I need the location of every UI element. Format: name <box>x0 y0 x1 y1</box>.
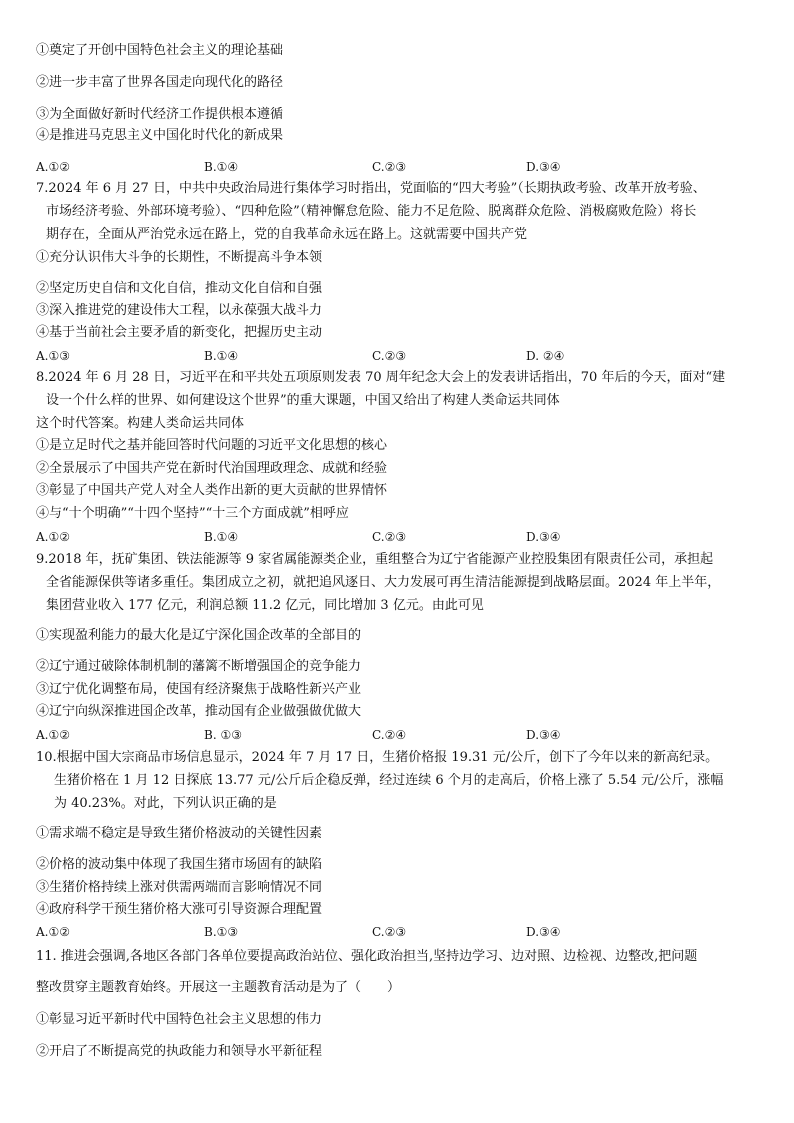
statement-1: ①充分认识伟大斗争的长期性，不断提高斗争本领 <box>36 250 323 265</box>
statement-1: ①需求端不稳定是导致生猪价格波动的关键性因素 <box>36 826 323 841</box>
statement-3: ③生猪价格持续上涨对供需两端而言影响情况不同 <box>36 880 323 895</box>
question-7-stem-3: 期存在，全面从严治党永远在路上，党的自我革命永远在路上。这就需要中国共产党 <box>46 227 528 242</box>
answer-options <box>36 158 758 176</box>
question-9-stem-1: 9.2018 年，抚矿集团、铁法能源等 9 家省属能源类企业，重组整合为辽宁省能源产业控股集团有限责任公司，承担起 <box>36 552 714 567</box>
question-10-stem-1: 10.根据中国大宗商品市场信息显示，2024 年 7 月 17 日，生猪价格报 19.31 元/公斤，创下了今年以来的新高纪录。 <box>36 750 719 765</box>
option-b: B.①④ <box>204 349 239 363</box>
answer-options <box>36 726 758 744</box>
question-8-stem-1: 8.2024 年 6 月 28 日，习近平在和平共处五项原则发表 70 周年纪念大会上的发表讲话指出，70 年后的今天，面对“建 <box>36 370 726 385</box>
question-8-stem-3: 这个时代答案。构建人类命运共同体 <box>36 416 245 431</box>
option-c: C.②③ <box>372 160 407 174</box>
option-c: C.②④ <box>372 728 407 742</box>
question-10-stem-2: 生猪价格在 1 月 12 日探底 13.77 元/公斤后企稳反弹，经过连续 6 个月的走高后，价格上涨了 5.54 元/公斤，涨幅 <box>54 773 724 788</box>
statement-3: ③辽宁优化调整布局，使国有经济聚焦于战略性新兴产业 <box>36 682 362 697</box>
question-7-stem-2: 市场经济考验、外部环境考验）、“四种危险”（精神懈怠危险、能力不足危险、脱离群众危险、消极腐败危险）将长 <box>46 204 697 219</box>
answer-options <box>36 528 758 546</box>
statement-4: ④辽宁向纵深推进国企改革，推动国有企业做强做优做大 <box>36 704 362 719</box>
statement-2: ②坚定历史自信和文化自信，推动文化自信和自强 <box>36 281 323 296</box>
question-8-stem-2: 设一个什么样的世界、如何建设这个世界”的重大课题，中国又给出了构建人类命运共同体 <box>46 393 560 408</box>
option-b: B.①④ <box>204 160 239 174</box>
statement-4: ④政府科学干预生猪价格大涨可引导资源合理配置 <box>36 902 323 917</box>
option-c: C.②③ <box>372 530 407 544</box>
statement-1: ①彰显习近平新时代中国特色社会主义思想的伟力 <box>36 1012 323 1027</box>
option-d: D.③④ <box>526 160 561 174</box>
option-b: B. ①③ <box>204 728 242 742</box>
statement-3: ③深入推进党的建设伟大工程，以永葆强大战斗力 <box>36 303 323 318</box>
option-a: A.①② <box>36 530 70 544</box>
statement-1: ①实现盈利能力的最大化是辽宁深化国企改革的全部目的 <box>36 628 362 643</box>
question-10-stem-3: 为 40.23%。对此，下列认识正确的是 <box>54 796 277 811</box>
option-c: C.②③ <box>372 925 407 939</box>
answer-options <box>36 347 758 365</box>
statement-3: ③彰显了中国共产党人对全人类作出新的更大贡献的世界情怀 <box>36 483 388 498</box>
option-d: D.③④ <box>526 925 561 939</box>
statement-2: ②价格的波动集中体现了我国生猪市场固有的缺陷 <box>36 857 323 872</box>
question-9-stem-3: 集团营业收入 177 亿元，利润总额 11.2 亿元，同比增加 3 亿元。由此可见 <box>46 598 484 613</box>
option-a: A.①③ <box>36 349 70 363</box>
question-11-stem-2: 整改贯穿主题教育始终。开展这一主题教育活动是为了（ ） <box>36 980 401 995</box>
option-a: A.①② <box>36 925 70 939</box>
statement-2: ②开启了不断提高党的执政能力和领导水平新征程 <box>36 1044 323 1059</box>
option-c: C.②③ <box>372 349 407 363</box>
option-d: D. ②④ <box>526 349 565 363</box>
answer-options <box>36 923 758 941</box>
option-a: A.①② <box>36 728 70 742</box>
question-7-stem-1: 7.2024 年 6 月 27 日，中共中央政治局进行集体学习时指出，党面临的“四大考验”（长期执政考验、改革开放考验、 <box>36 181 706 196</box>
question-9-stem-2: 全省能源保供等诸多重任。集团成立之初，就把追风逐日、大力发展可再生清洁能源提到战略层面。2024 年上半年， <box>46 575 721 590</box>
statement-2: ②进一步丰富了世界各国走向现代化的路径 <box>36 75 284 90</box>
statement-2: ②辽宁通过破除体制机制的藩篱不断增强国企的竞争能力 <box>36 659 362 674</box>
question-11-stem-1: 11. 推进会强调,各地区各部门各单位要提高政治站位、强化政治担当,坚持边学习、边对照、边检视、边整改,把问题 <box>36 949 698 964</box>
statement-2: ②全景展示了中国共产党在新时代治国理政理念、成就和经验 <box>36 461 388 476</box>
statement-3: ③为全面做好新时代经济工作提供根本遵循 <box>36 107 284 122</box>
option-d: D.③④ <box>526 530 561 544</box>
statement-4: ④基于当前社会主要矛盾的新变化，把握历史主动 <box>36 325 323 340</box>
statement-4: ④是推进马克思主义中国化时代化的新成果 <box>36 128 284 143</box>
statement-1: ①奠定了开创中国特色社会主义的理论基础 <box>36 43 284 58</box>
option-d: D.③④ <box>526 728 561 742</box>
statement-4: ④与“十个明确”“十四个坚持”“十三个方面成就”相呼应 <box>36 506 349 521</box>
option-b: B.①④ <box>204 530 239 544</box>
option-a: A.①② <box>36 160 70 174</box>
statement-1: ①是立足时代之基并能回答时代问题的习近平文化思想的核心 <box>36 438 388 453</box>
option-b: B.①③ <box>204 925 239 939</box>
